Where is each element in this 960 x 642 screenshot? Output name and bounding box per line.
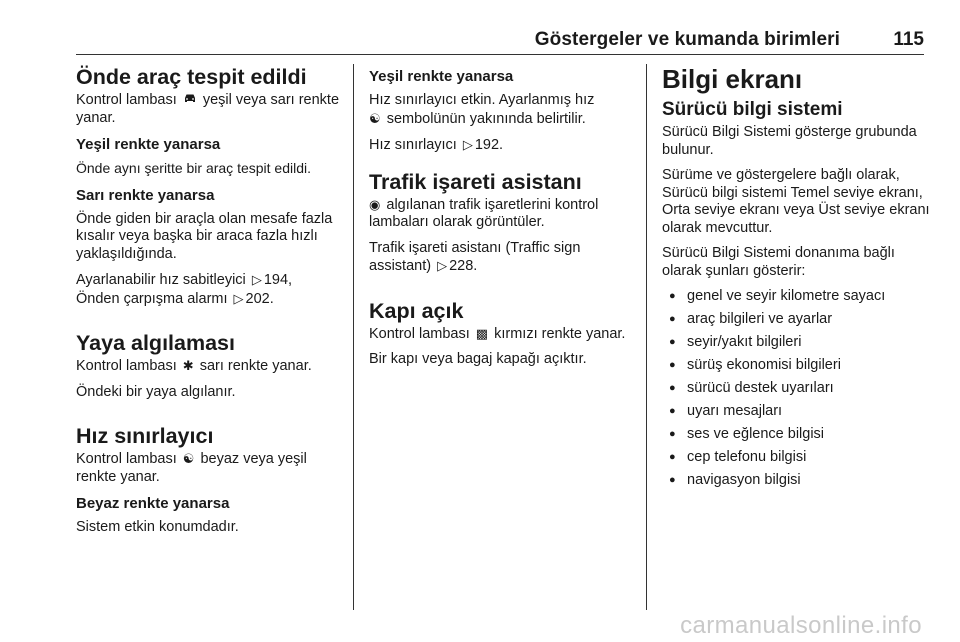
feature-list — [662, 288, 932, 490]
subheading-green: Yeşil renkte yanarsa — [76, 136, 221, 153]
speed-limiter-icon: ☯ — [182, 451, 195, 466]
section-title-pedestrian: Yaya algılaması — [76, 331, 235, 355]
list-item: ● sürücü destek uyarıları — [662, 380, 932, 398]
subheading-green: Yeşil renkte yanarsa — [369, 68, 514, 85]
list-item: ● cep telefonu bilgisi — [662, 449, 932, 467]
paragraph: Sürücü Bilgi Sistemi gösterge grubunda bulunur. — [662, 124, 917, 158]
traffic-sign-icon: ◉ — [369, 196, 381, 212]
subheading-white: Beyaz renkte yanarsa — [76, 495, 230, 512]
section-title-speed-limiter: Hız sınırlayıcı — [76, 424, 214, 448]
paragraph: Bir kapı veya bagaj kapağı açıktır. — [369, 351, 587, 367]
list-item: ● araç bilgileri ve ayarlar — [662, 311, 932, 329]
page-number: 115 — [893, 29, 924, 50]
speed-limiter-icon: ☯ — [369, 110, 381, 126]
list-item: ● navigasyon bilgisi — [662, 472, 932, 490]
subheading-yellow: Sarı renkte yanarsa — [76, 186, 215, 204]
section-title-info-display: Bilgi ekranı — [662, 64, 803, 94]
paragraph: Kontrol lambası ✱ sarı renkte yanar. — [76, 358, 312, 374]
reference-arrow-icon: ▷ — [251, 272, 262, 287]
paragraph: Hız sınırlayıcı etkin. Ayarlanmış hız ☯ sembolünün yakınında belirtilir. — [369, 92, 595, 127]
pedestrian-icon: ✱ — [182, 358, 194, 373]
reference-link[interactable]: 202. — [245, 290, 274, 307]
subsection-title-driver-info: Sürücü bilgi sistemi — [662, 99, 843, 120]
list-item: ● genel ve seyir kilometre sayacı — [662, 288, 932, 306]
section-title-forward-vehicle: Önde araç tespit edildi — [76, 65, 307, 89]
page-header — [76, 28, 924, 55]
paragraph: Sürücü Bilgi Sistemi donanıma bağlı olarak şunları gösterir: — [662, 245, 895, 279]
reference-link[interactable]: 228. — [449, 258, 478, 274]
column-2 — [369, 64, 639, 377]
paragraph: ◉ algılanan trafik işaretlerini kontrol lambaları olarak görüntüler. — [369, 196, 599, 230]
paragraph: Önde giden bir araçla olan mesafe fazla kısalır veya başka bir araca fazla hızlı yaklaşıldığında. — [76, 210, 333, 262]
paragraph: Kontrol lambası ▩ kırmızı renkte yanar. — [369, 325, 626, 342]
reference-arrow-icon: ▷ — [437, 258, 448, 273]
column-divider — [353, 64, 354, 610]
column-divider — [646, 64, 647, 610]
column-1 — [76, 64, 346, 545]
list-item: ● ses ve eğlence bilgisi — [662, 426, 932, 444]
paragraph: Kontrol lambası yeşil veya sarı renkte yanar. — [76, 92, 340, 126]
reference-link[interactable]: 194, — [263, 272, 293, 288]
cross-reference: Trafik işareti asistanı (Traffic sign assistant) ▷ 228. — [369, 239, 581, 274]
paragraph: Öndeki bir yaya algılanır. — [76, 383, 236, 400]
paragraph: Kontrol lambası ☯ beyaz veya yeşil renkte yanar. — [76, 451, 307, 485]
section-title-traffic-sign: Trafik işareti asistanı — [369, 169, 582, 194]
reference-arrow-icon: ▷ — [233, 290, 244, 306]
watermark: carmanualsonline.info — [680, 612, 922, 639]
list-item: ● seyir/yakıt bilgileri — [662, 334, 932, 352]
cross-reference: Hız sınırlayıcı ▷ 192. — [369, 137, 504, 153]
paragraph: Önde aynı şeritte bir araç tespit edildi. — [76, 160, 312, 176]
column-3 — [662, 64, 932, 495]
list-item: ● sürüş ekonomisi bilgileri — [662, 357, 932, 375]
door-open-icon: ▩ — [475, 325, 489, 341]
paragraph: Sürüme ve göstergelere bağlı olarak, Sürücü bilgi sistemi Temel seviye ekranı, Orta seviye ekranı veya Üst seviye ekranı olarak mevcuttur. — [662, 167, 930, 236]
section-title-door-open: Kapı açık — [369, 298, 464, 323]
paragraph: Sistem etkin konumdadır. — [76, 519, 239, 535]
reference-link[interactable]: 192. — [474, 137, 504, 153]
list-item: ● uyarı mesajları — [662, 403, 932, 421]
reference-arrow-icon: ▷ — [462, 137, 473, 152]
car-front-icon — [183, 91, 197, 109]
page-header-title: Göstergeler ve kumanda birimleri — [534, 29, 840, 50]
cross-reference: Ayarlanabilir hız sabitleyici ▷ 194, Önden çarpışma alarmı ▷ 202. — [76, 272, 293, 307]
